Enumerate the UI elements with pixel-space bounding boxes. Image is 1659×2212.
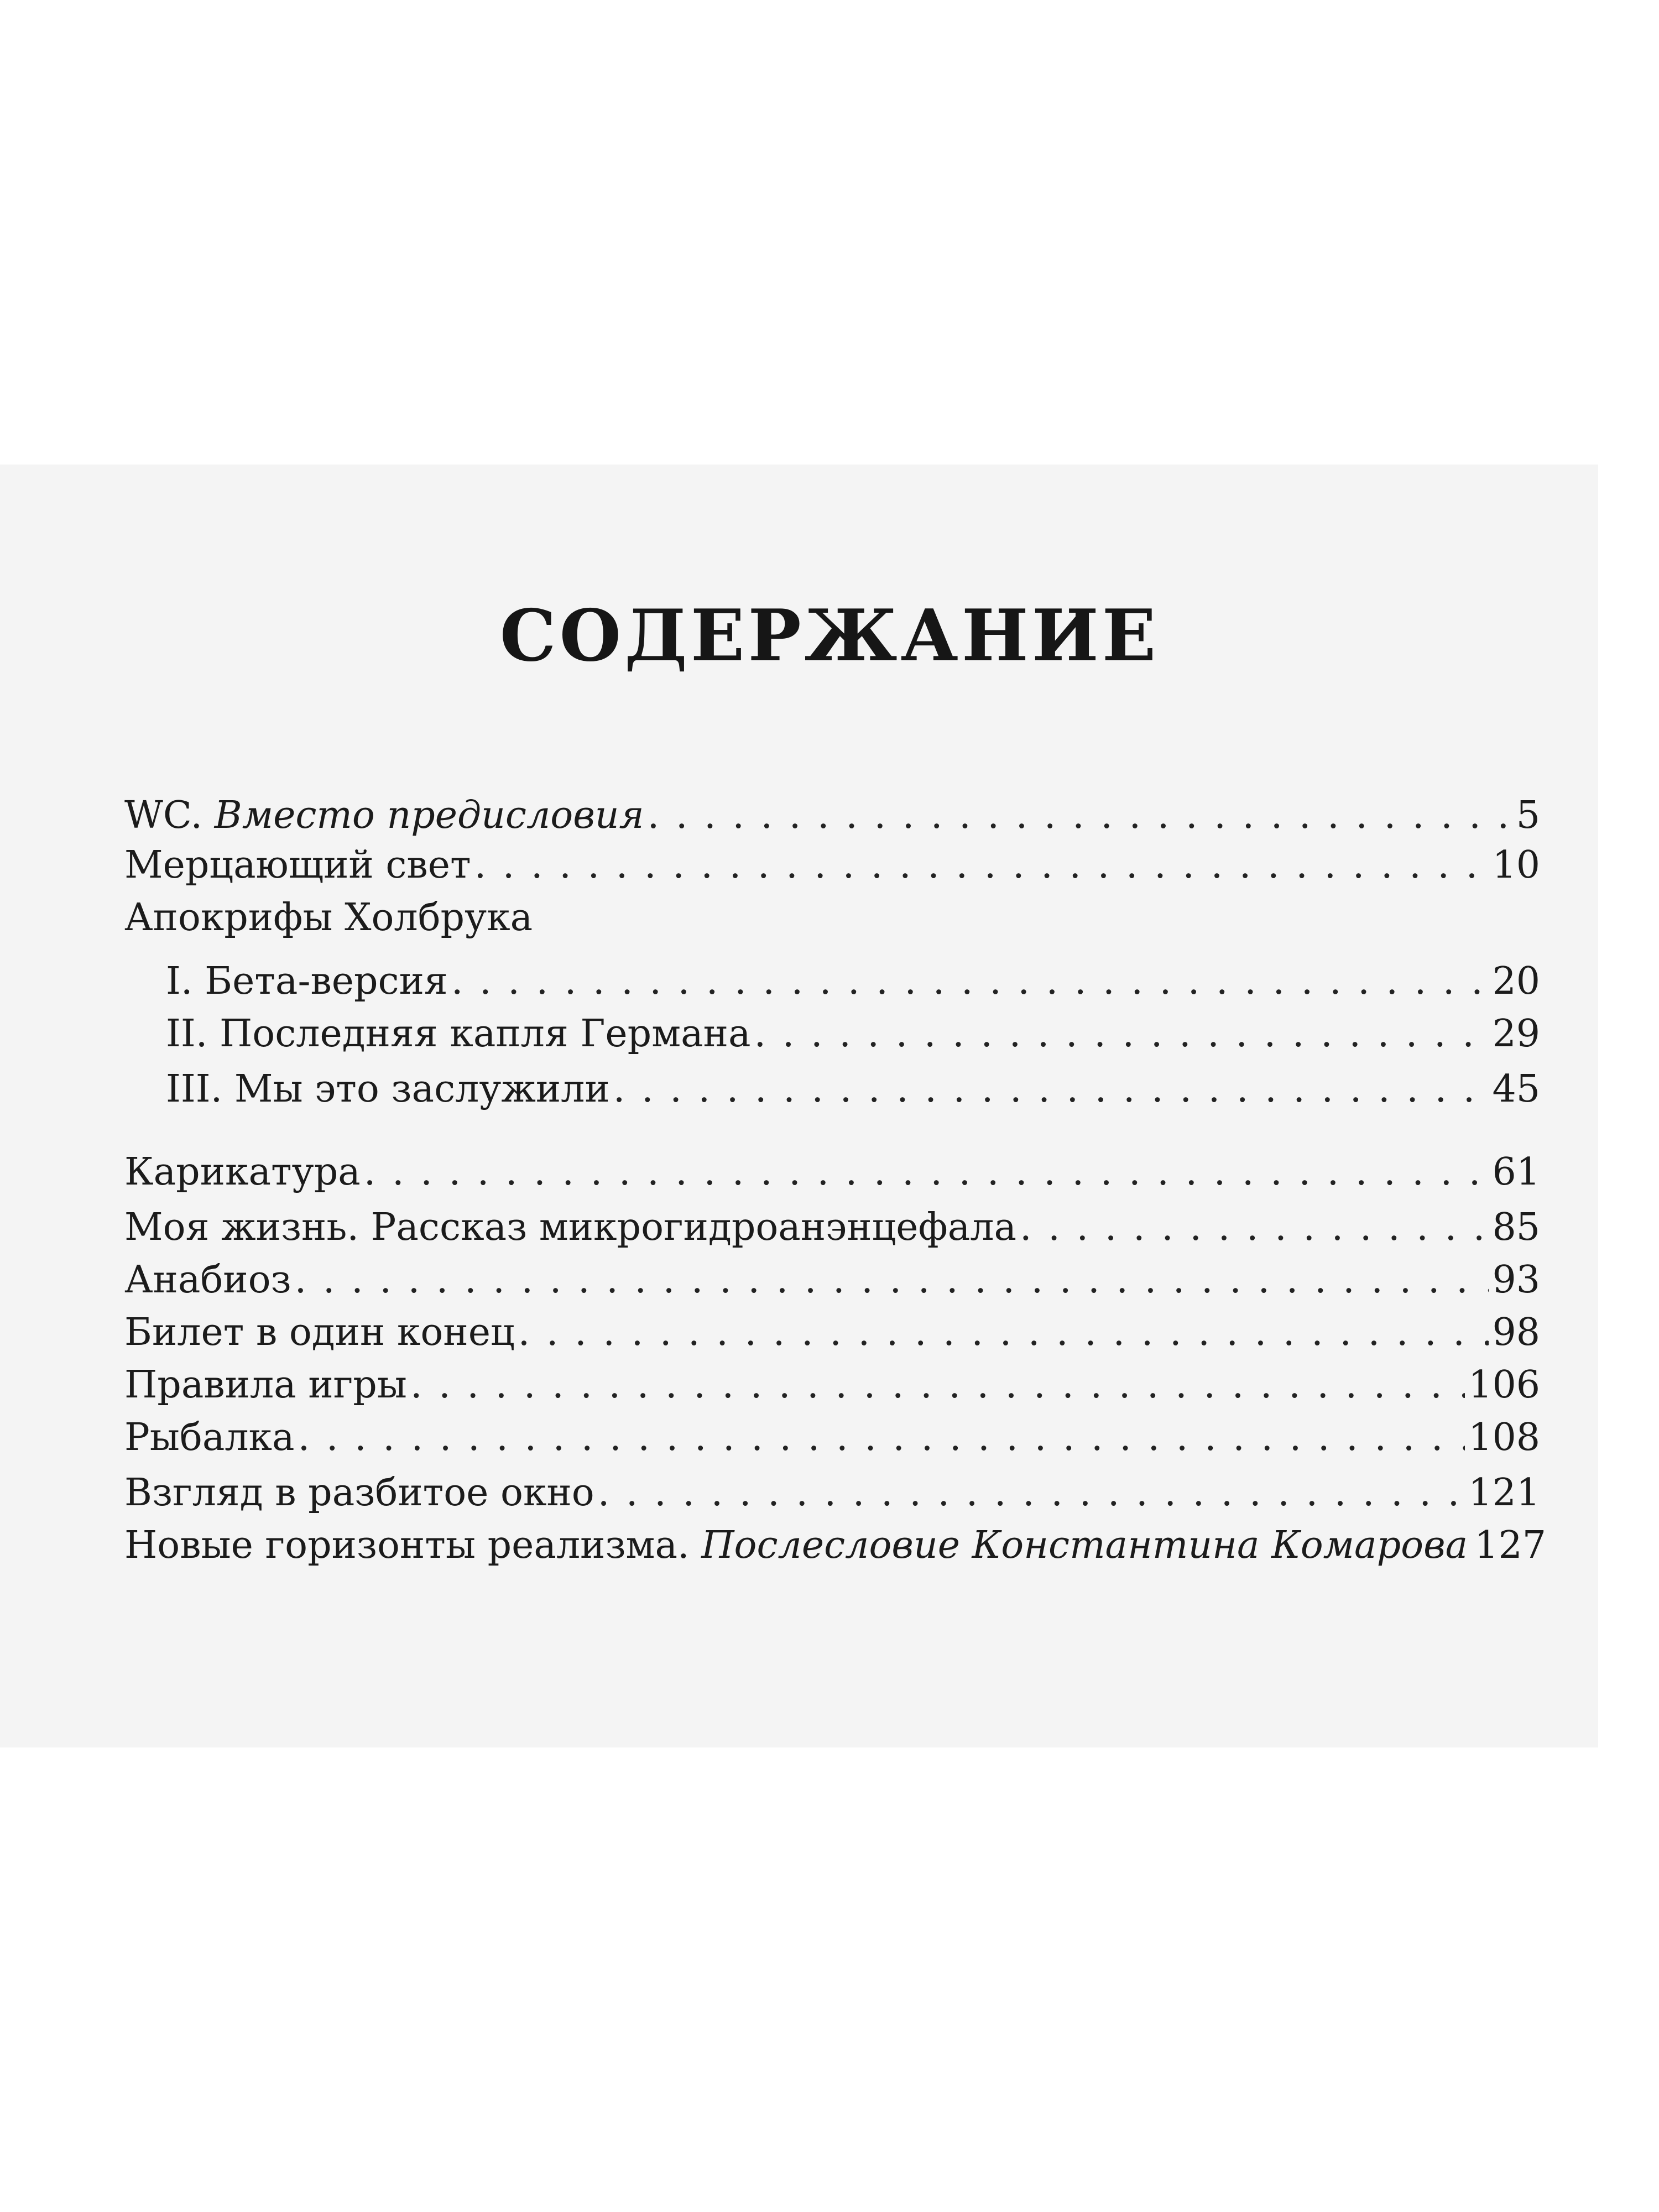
toc-page-number: 45 xyxy=(1492,1067,1540,1111)
toc-page-number: 127 xyxy=(1474,1524,1546,1567)
toc-leader-dots xyxy=(451,954,1489,1009)
toc-leader-dots xyxy=(518,1305,1489,1360)
toc-entry-label: Анабиоз xyxy=(124,1258,291,1302)
toc-entry xyxy=(124,1410,1540,1465)
toc-entry xyxy=(124,1465,1540,1521)
toc-subentry xyxy=(166,1062,1540,1117)
toc-leader-dots xyxy=(613,1062,1489,1117)
toc-entry xyxy=(124,1518,1546,1573)
toc-entry xyxy=(124,838,1540,893)
toc-page-number: 10 xyxy=(1492,843,1540,887)
toc-leader-dots xyxy=(754,1006,1489,1062)
toc-page-number: 85 xyxy=(1492,1206,1540,1249)
toc-leader-dots xyxy=(410,1358,1465,1413)
toc-page-number: 5 xyxy=(1516,794,1540,837)
toc-section-heading xyxy=(124,890,1540,946)
toc-entry xyxy=(124,1200,1540,1255)
toc-leader-dots xyxy=(648,788,1513,843)
toc-page-number: 93 xyxy=(1492,1258,1540,1302)
toc-page-number: 106 xyxy=(1468,1363,1540,1407)
toc-leader-dots xyxy=(1020,1200,1489,1255)
toc-entry xyxy=(124,1145,1540,1200)
toc-leader-dots xyxy=(474,838,1489,893)
toc-entry-label: Рыбалка xyxy=(124,1416,295,1459)
toc-entry-label: Новые горизонты реализма. Послесловие Константина Комарова xyxy=(124,1524,1468,1567)
toc-entry xyxy=(124,788,1540,843)
toc-entry-label: Мерцающий свет xyxy=(124,843,471,887)
toc-entry xyxy=(124,1305,1540,1360)
toc-leader-dots xyxy=(364,1145,1489,1200)
toc-entry-label: III. Мы это заслужили xyxy=(166,1067,610,1111)
toc-page-number: 121 xyxy=(1468,1471,1540,1515)
toc-entry-label: Правила игры xyxy=(124,1363,407,1407)
toc-page-number: 20 xyxy=(1492,959,1540,1003)
toc-page-number: 98 xyxy=(1492,1311,1540,1354)
toc-page-number: 29 xyxy=(1492,1012,1540,1056)
toc-entry-label: Билет в один конец xyxy=(124,1311,515,1354)
toc-entry-label: Карикатура xyxy=(124,1150,361,1194)
toc-leader-dots xyxy=(598,1465,1465,1521)
toc-subentry xyxy=(166,1006,1540,1062)
toc-subentry xyxy=(166,954,1540,1009)
toc-entry-label: Моя жизнь. Рассказ микрогидроанэнцефала xyxy=(124,1206,1017,1249)
toc-page-number: 61 xyxy=(1492,1150,1540,1194)
toc-entry xyxy=(124,1253,1540,1308)
toc-entry-label: Взгляд в разбитое окно xyxy=(124,1471,594,1515)
toc-title: СОДЕРЖАНИЕ xyxy=(499,594,1160,677)
toc-entry-label: Апокрифы Холбрука xyxy=(124,896,533,940)
toc-leader-dots xyxy=(295,1253,1489,1308)
toc-entry-label: II. Последняя капля Германа xyxy=(166,1012,751,1056)
toc-leader-dots xyxy=(298,1410,1465,1465)
toc-entry xyxy=(124,1358,1540,1413)
toc-entry-label: I. Бета-версия xyxy=(166,959,448,1003)
toc-page-number: 108 xyxy=(1468,1416,1540,1459)
toc-entry-label: WC. Вместо предисловия xyxy=(124,794,644,837)
